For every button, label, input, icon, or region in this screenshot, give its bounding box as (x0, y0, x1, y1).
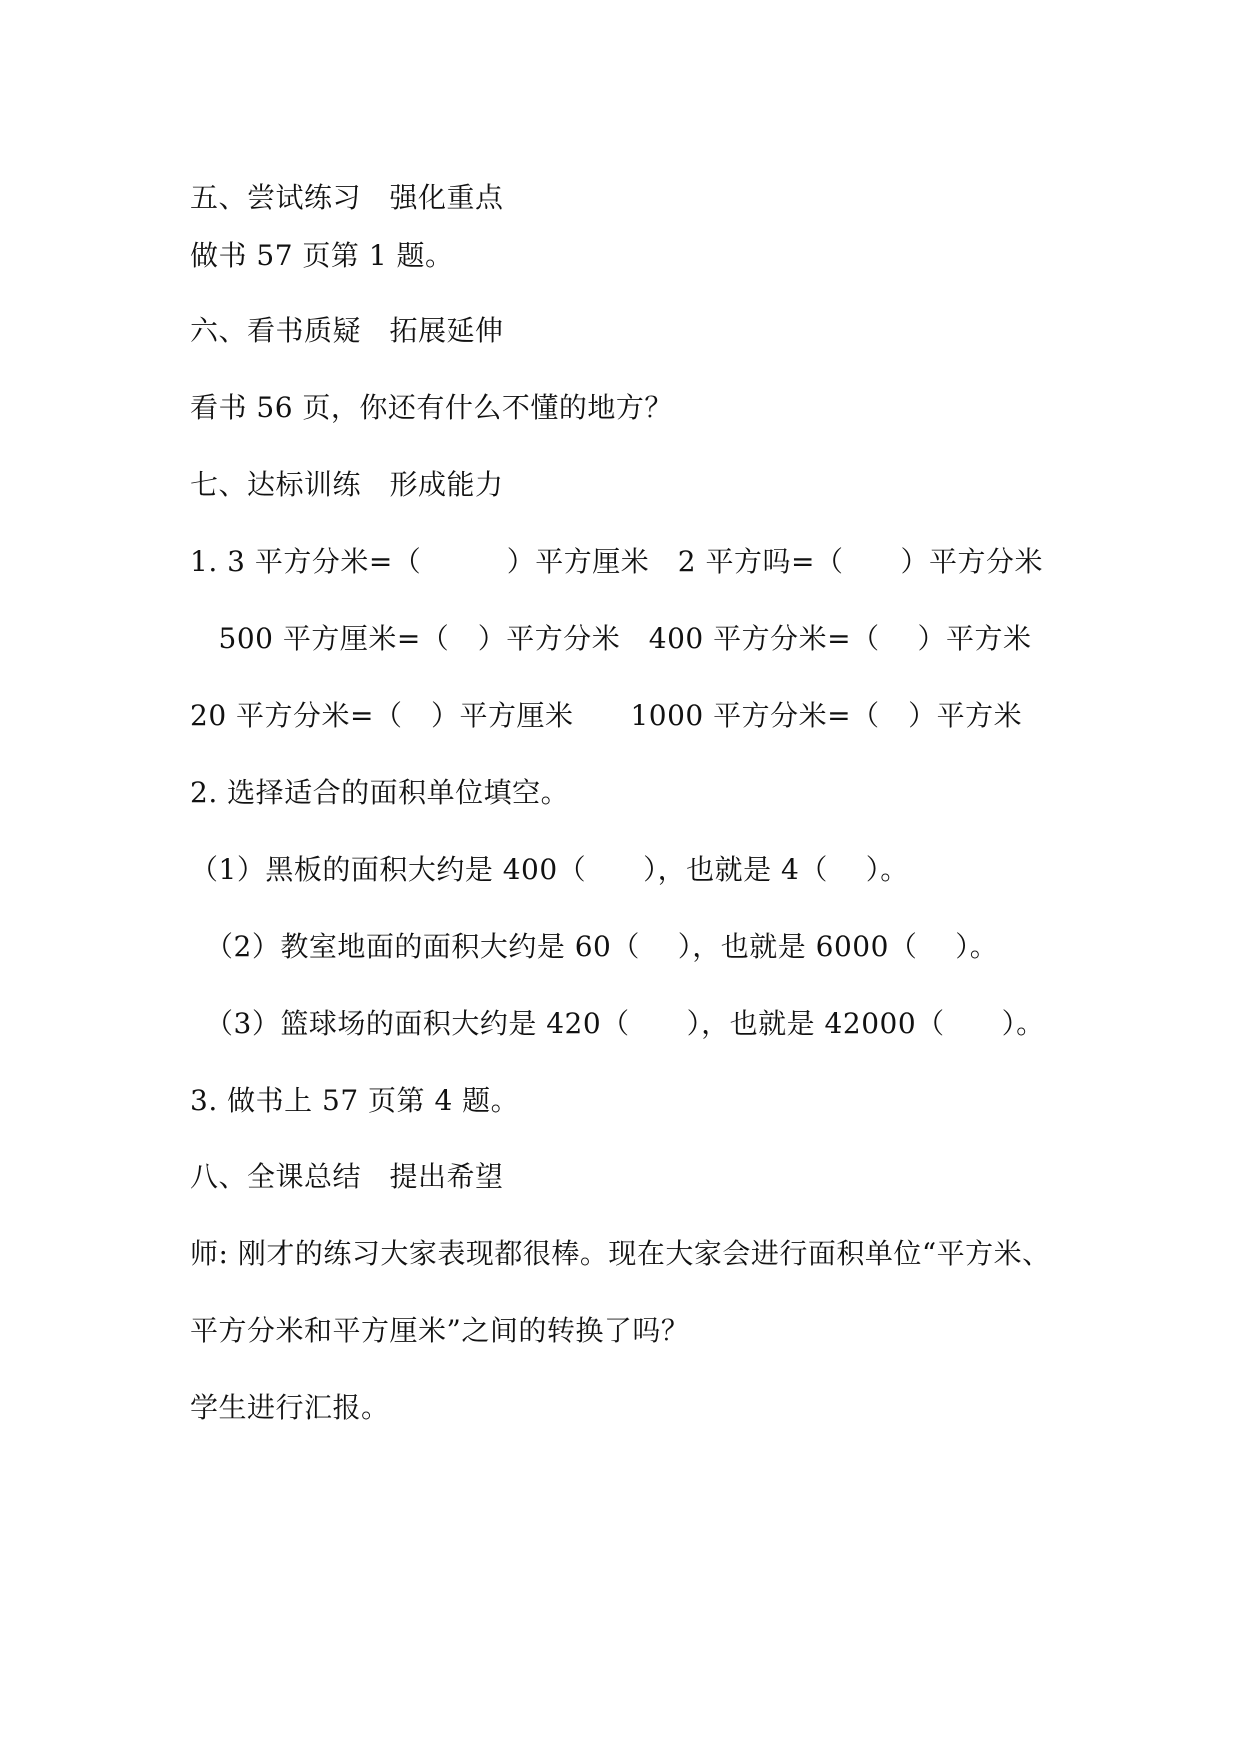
section-6-heading: 六、看书质疑 拓展延伸 (190, 314, 504, 347)
teacher-line-2: 平方分米和平方厘米”之间的转换了吗？ (190, 1314, 690, 1347)
section-7-heading: 七、达标训练 形成能力 (190, 468, 504, 501)
question-1-line-1: 1. 3 平方分米=（ ）平方厘米 2 平方吗=（ ）平方分米 (190, 545, 1043, 578)
question-2-item-2: （2）教室地面的面积大约是 60（ ），也就是 6000（ ）。 (205, 930, 999, 963)
question-2-item-3: （3）篮球场的面积大约是 420（ ），也就是 42000（ ）。 (205, 1007, 1045, 1040)
section-5-text: 做书 57 页第 1 题。 (190, 239, 454, 272)
section-5-heading: 五、尝试练习 强化重点 (190, 181, 504, 214)
question-2-title: 2. 选择适合的面积单位填空。 (190, 776, 570, 809)
question-2-item-1: （1）黑板的面积大约是 400（ ），也就是 4（ ）。 (190, 853, 909, 886)
question-1-line-3: 20 平方分米=（ ）平方厘米 1000 平方分米=（ ）平方米 (190, 699, 1023, 732)
section-6-text: 看书 56 页，你还有什么不懂的地方？ (190, 391, 673, 424)
question-1-line-2: 500 平方厘米=（ ）平方分米 400 平方分米=（ ）平方米 (190, 622, 1032, 655)
teacher-line-1: 师: 刚才的练习大家表现都很棒。现在大家会进行面积单位“平方米、 (190, 1237, 1051, 1270)
section-8-heading: 八、全课总结 提出希望 (190, 1160, 504, 1193)
question-3: 3. 做书上 57 页第 4 题。 (190, 1084, 520, 1117)
student-line: 学生进行汇报。 (190, 1391, 390, 1424)
